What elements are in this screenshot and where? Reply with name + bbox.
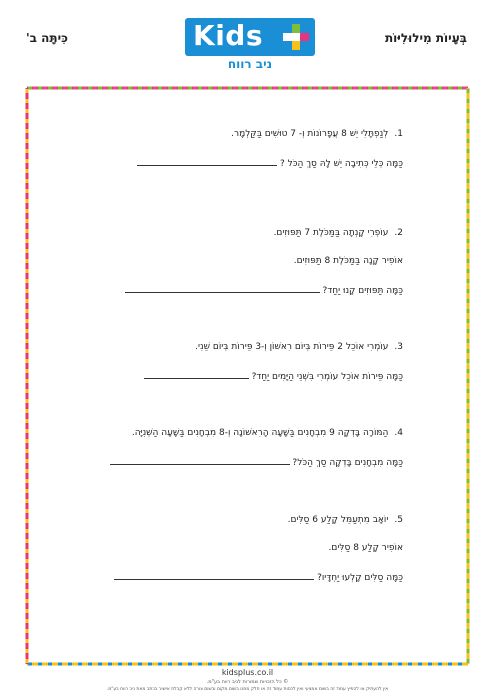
question-2-prompt [125,284,403,296]
question-text: אוֹפִיר קָנָה בַּמַּכֹּלֶת 8 תַּפּוּזִים. [293,256,403,266]
footer-url[interactable]: kidsplus.co.il [221,668,274,677]
question-number: 2. [394,228,403,238]
question-2 [274,228,403,238]
question-3 [195,342,403,352]
question-text: אוֹפִיר קָלַע 8 סַלִּים. [328,543,403,553]
question-number: 5. [394,515,403,525]
answer-line[interactable] [137,157,277,166]
question-number: 3. [394,342,403,352]
question-text: כַּמָּה תַּפּוּזִים קָנוּ יַחַד? [322,286,403,296]
question-4 [132,428,403,438]
question-5-line-2 [329,543,403,553]
question-text: הַמּוֹרָה בָּדְקָה 9 מִבְחָנִים בַּשָּׁעָה הָרִאשׁוֹנָה וְ-8 מִבְחָנִים בַּשָּׁעָה הַשְּׁנִיָּה. [131,428,389,438]
logo-box [185,18,315,56]
logo-text: Kids [193,19,264,52]
question-text: כַּמָּה כְּלֵי כְּתִיבָה יֵשׁ לָהּ סַךְ הַכֹּל ? [279,159,403,169]
question-number: 1. [394,129,403,139]
answer-line[interactable] [114,571,314,580]
question-text: כַּמָּה סַלִּים קָלְעוּ יַחְדָּיו? [317,573,403,583]
question-text: יוֹאָב מִתְעַמֵּל קָלַע 6 סַלִּים. [287,515,389,525]
question-text: עוֹפְרִי קָנְתָה בַּמַּכֹּלֶת 7 תַּפּוּזִים. [273,228,389,238]
question-5 [288,515,403,525]
question-text: כַּמָּה פֵּירוֹת אוֹכֵל עוֹמְרִי בִּשְׁנֵי הַיָּמִים יַחַד? [251,372,403,382]
question-1-prompt [137,157,403,169]
footer-legal-notice: אין להעתיק או להפיץ עמוד זה בשום אמצעי ואין לכסות עמוד זה או חלק ממנו בשום מקום ובשום צורה ללא קבלת אישור בכתב מאת ניב רווח בע"מ. [106,687,389,692]
question-5-prompt [114,571,403,583]
worksheet-title: בְּעָיוֹת מִילוּלִיּוֹת [384,31,467,45]
question-text: כַּמָּה מִבְחָנִים בָּדְקָה סַךְ הַכֹּל? [292,458,403,468]
footer-copyright: © כל הזכויות שמורות לניב רווח בע"מ. [206,679,289,685]
question-number: 4. [394,428,403,438]
question-text: לְנַפְתָּלִי יֵשׁ 8 עֲפָרוֹנוֹת וְ- 7 טוּשִׁים בַּקַּלְמָר. [231,129,389,139]
question-1 [231,129,403,139]
question-3-prompt [144,370,403,382]
grade-label: כִּיתָּה ב' [26,31,68,45]
answer-line[interactable] [110,456,290,465]
answer-line[interactable] [125,284,320,293]
kids-logo [185,18,315,76]
plus-icon [283,24,309,50]
answer-line[interactable] [144,370,249,379]
question-2-line-2 [294,256,403,266]
question-4-prompt [110,456,403,468]
question-text: עוֹמְרִי אוֹכֵל 2 פֵּירוֹת בְּיוֹם רִאשׁוֹן וְ-3 פֵּירוֹת בְּיוֹם שֵׁנִי. [195,342,389,352]
logo-subtitle: ניב רווח [227,57,273,71]
